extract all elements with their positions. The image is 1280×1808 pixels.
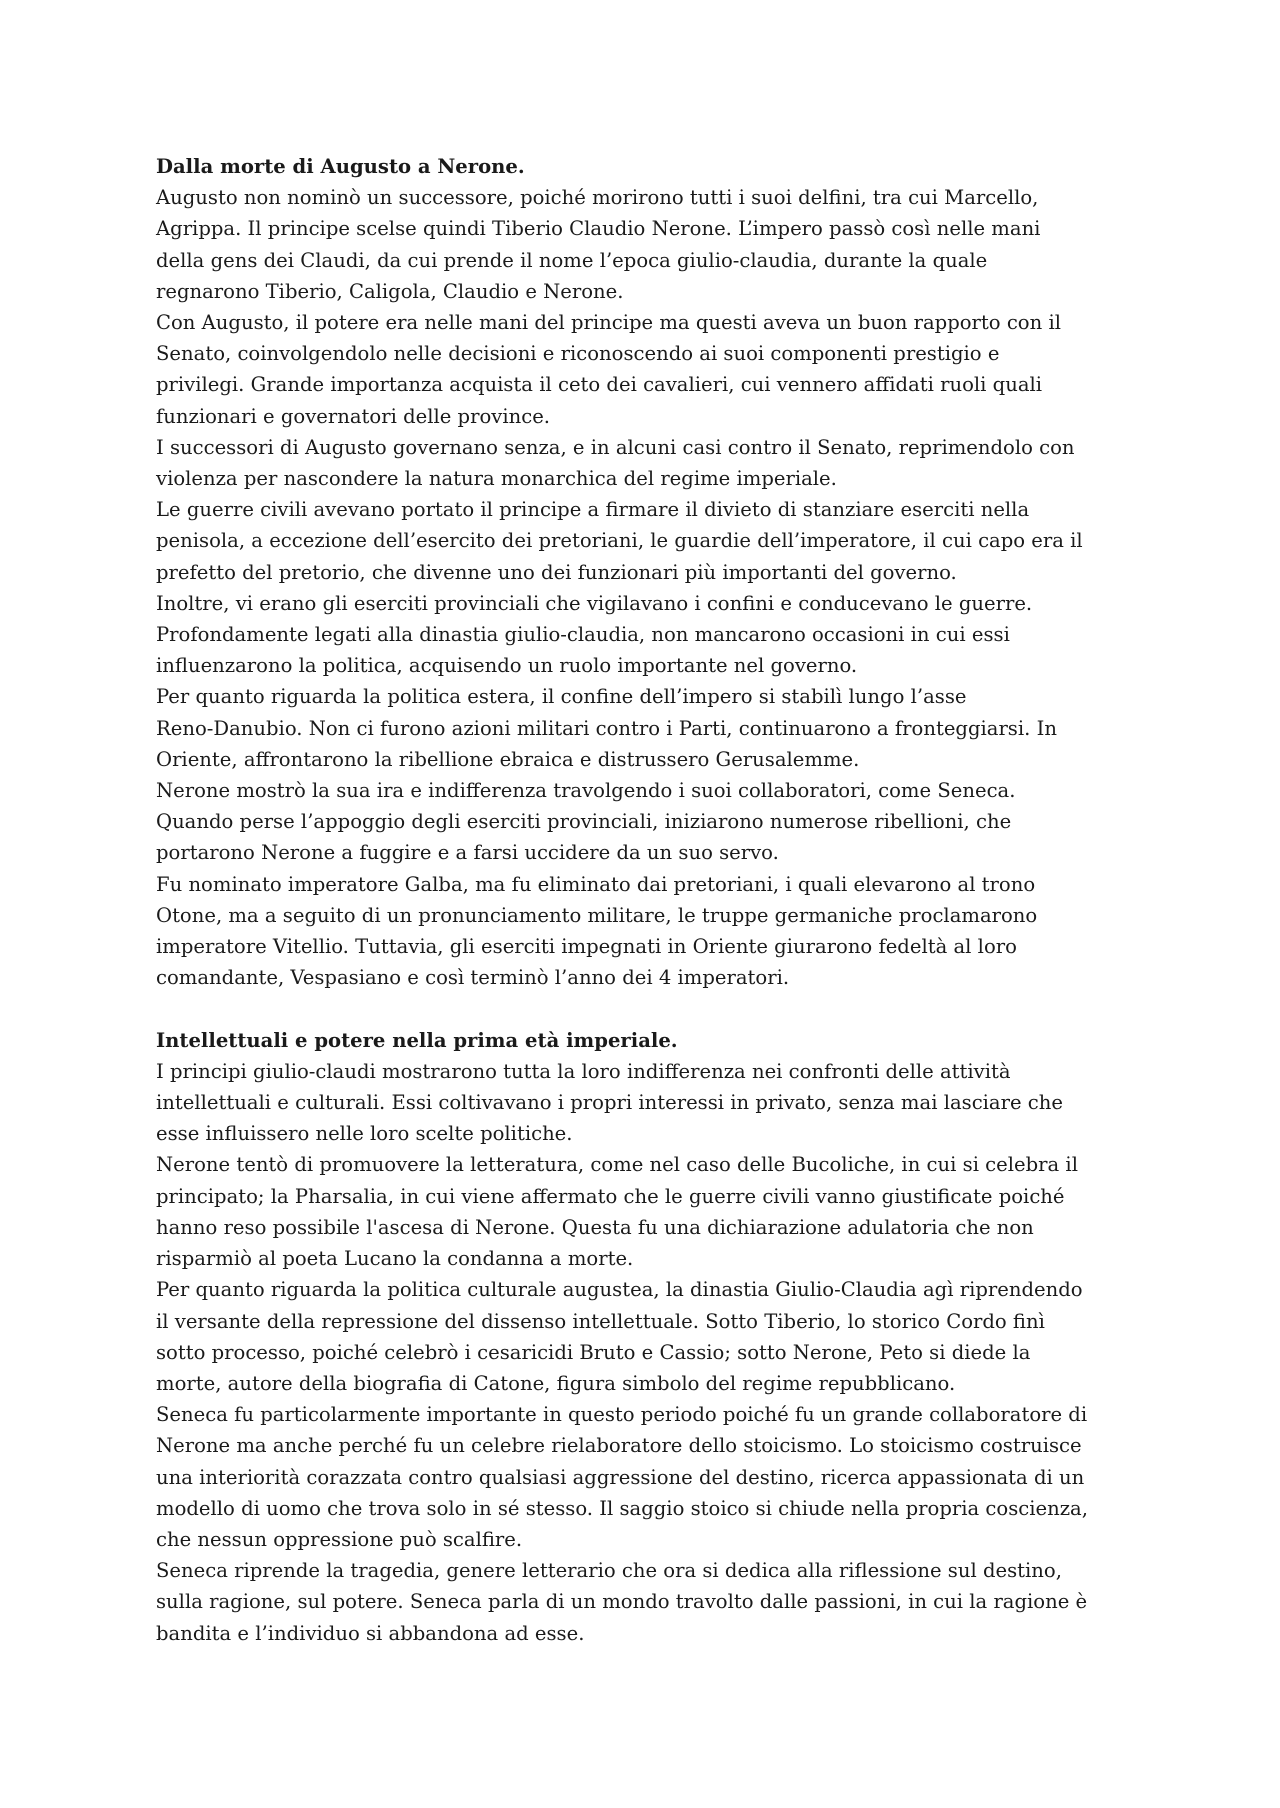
text-line: esse influissero nelle loro scelte politiche. (156, 1122, 573, 1146)
text-line: Fu nominato imperatore Galba, ma fu eliminato dai pretoriani, i quali elevarono al trono (156, 872, 1036, 896)
section-spacer (156, 993, 1136, 1024)
text-line: Oriente, affrontarono la ribellione ebraica e distrussero Gerusalemme. (156, 747, 860, 771)
text-line: Inoltre, vi erano gli eserciti provinciali che vigilavano i confini e conducevano le guerre. (156, 591, 1033, 615)
text-line: Quando perse l’appoggio degli eserciti provinciali, iniziarono numerose ribellioni, che (156, 810, 1012, 834)
text-line: imperatore Vitellio. Tuttavia, gli eserciti impegnati in Oriente giurarono fedeltà al loro (156, 935, 1017, 959)
text-line: I principi giulio-claudi mostrarono tutta la loro indifferenza nei confronti delle attività (156, 1059, 1011, 1083)
section-intellettuali (156, 1025, 1136, 1649)
text-line: influenzarono la politica, acquisendo un ruolo importante nel governo. (156, 654, 858, 678)
section-body (156, 1056, 1136, 1649)
text-line: Per quanto riguarda la politica culturale augustea, la dinastia Giulio-Claudia agì riprendendo (156, 1278, 1083, 1302)
text-line: Per quanto riguarda la politica estera, il confine dell’impero si stabilì lungo l’asse (156, 685, 967, 709)
text-line: Profondamente legati alla dinastia giulio-claudia, non mancarono occasioni in cui essi (156, 623, 1010, 647)
text-line: Nerone tentò di promuovere la letteratura, come nel caso delle Bucoliche, in cui si celebra il (156, 1153, 1078, 1177)
text-line: principato; la Pharsalia, in cui viene affermato che le guerre civili vanno giustificate poiché (156, 1184, 1065, 1208)
text-line: I successori di Augusto governano senza, e in alcuni casi contro il Senato, reprimendolo con (156, 435, 1075, 459)
text-line: intellettuali e culturali. Essi coltivavano i propri interessi in privato, senza mai lasciare che (156, 1091, 1063, 1115)
text-line: morte, autore della biografia di Catone, figura simbolo del regime repubblicano. (156, 1371, 956, 1395)
text-line: violenza per nascondere la natura monarchica del regime imperiale. (156, 467, 837, 491)
text-line: penisola, a eccezione dell’esercito dei pretoriani, le guardie dell’imperatore, il cui capo era il (156, 529, 1083, 553)
document-page (156, 151, 1136, 1649)
text-line: comandante, Vespasiano e così terminò l’anno dei 4 imperatori. (156, 966, 790, 990)
text-line: Con Augusto, il potere era nelle mani del principe ma questi aveva un buon rapporto con il (156, 311, 1061, 335)
text-line: Augusto non nominò un successore, poiché morirono tutti i suoi delfini, tra cui Marcello, (156, 186, 1039, 210)
text-line: Seneca riprende la tragedia, genere letterario che ora si dedica alla riflessione sul destino, (156, 1559, 1062, 1583)
text-line: risparmiò al poeta Lucano la condanna a morte. (156, 1247, 634, 1271)
text-line: della gens dei Claudi, da cui prende il nome l’epoca giulio-claudia, durante la quale (156, 248, 988, 272)
text-line: funzionari e governatori delle province. (156, 404, 551, 428)
text-line: che nessun oppressione può scalfire. (156, 1527, 523, 1551)
text-line: Agrippa. Il principe scelse quindi Tiberio Claudio Nerone. L’impero passò così nelle mani (156, 217, 1041, 241)
text-line: una interiorità corazzata contro qualsiasi aggressione del destino, ricerca appassionata di un (156, 1465, 1085, 1489)
text-line: sulla ragione, sul potere. Seneca parla di un mondo travolto dalle passioni, in cui la ragione è (156, 1590, 1088, 1614)
text-line: hanno reso possibile l'ascesa di Nerone. Questa fu una dichiarazione adulatoria che non (156, 1215, 1034, 1239)
text-line: privilegi. Grande importanza acquista il ceto dei cavalieri, cui vennero affidati ruoli quali (156, 373, 1043, 397)
section-title: Dalla morte di Augusto a Nerone. (156, 155, 525, 178)
text-line: prefetto del pretorio, che divenne uno dei funzionari più importanti del governo. (156, 560, 957, 584)
text-line: Reno-Danubio. Non ci furono azioni militari contro i Parti, continuarono a fronteggiarsi. In (156, 716, 1057, 740)
section-title: Intellettuali e potere nella prima età imperiale. (156, 1028, 678, 1052)
text-line: il versante della repressione del dissenso intellettuale. Sotto Tiberio, lo storico Cordo finì (156, 1309, 1045, 1333)
section-augusto-nerone (156, 151, 1136, 993)
text-line: portarono Nerone a fuggire e a farsi uccidere da un suo servo. (156, 841, 779, 865)
text-line: Nerone mostrò la sua ira e indifferenza travolgendo i suoi collaboratori, come Seneca. (156, 779, 1016, 803)
text-line: Senato, coinvolgendolo nelle decisioni e riconoscendo ai suoi componenti prestigio e (156, 342, 1000, 366)
text-line: Otone, ma a seguito di un pronunciamento militare, le truppe germaniche proclamarono (156, 903, 1038, 927)
text-line: regnarono Tiberio, Caligola, Claudio e Nerone. (156, 279, 624, 303)
text-line: sotto processo, poiché celebrò i cesaricidi Bruto e Cassio; sotto Nerone, Peto si diede la (156, 1340, 1031, 1364)
section-body (156, 182, 1136, 993)
text-line: Le guerre civili avevano portato il principe a firmare il divieto di stanziare eserciti nella (156, 498, 1030, 522)
text-line: Nerone ma anche perché fu un celebre rielaboratore dello stoicismo. Lo stoicismo costruisce (156, 1434, 1082, 1458)
text-line: Seneca fu particolarmente importante in questo periodo poiché fu un grande collaboratore di (156, 1403, 1088, 1427)
text-line: bandita e l’individuo si abbandona ad esse. (156, 1621, 585, 1645)
text-line: modello di uomo che trova solo in sé stesso. Il saggio stoico si chiude nella propria coscienza, (156, 1496, 1088, 1520)
